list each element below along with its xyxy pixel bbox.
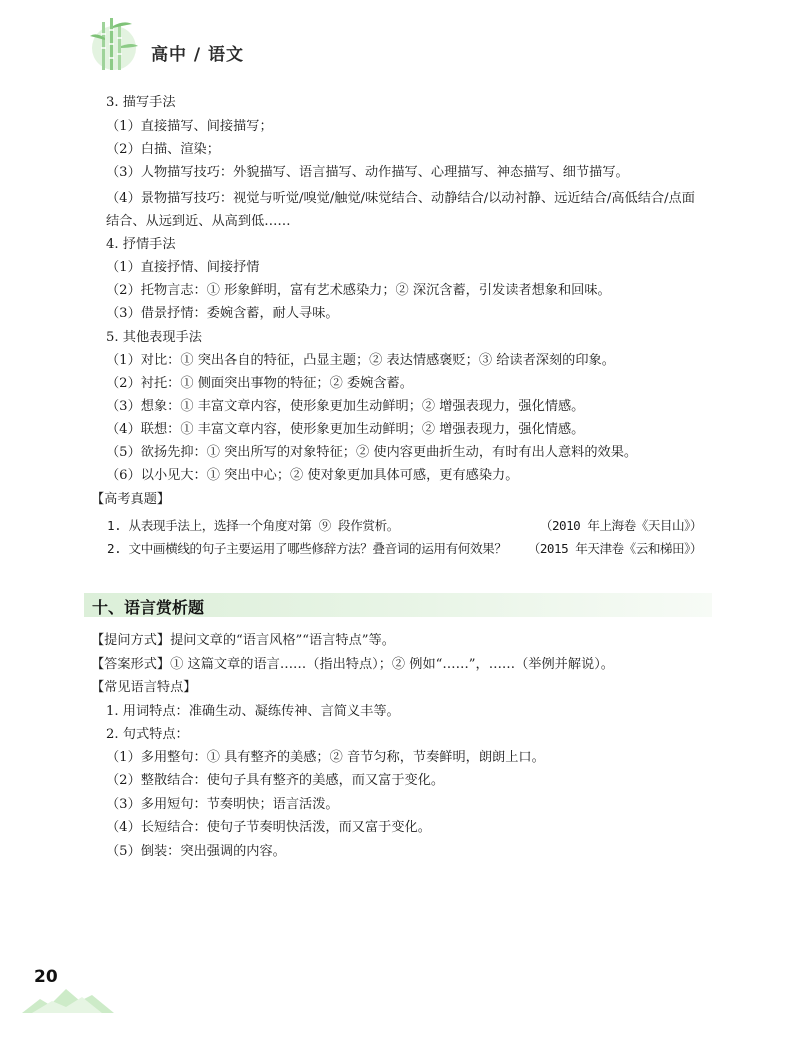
list-item: （1）直接抒情、间接抒情 bbox=[106, 260, 260, 275]
page-header bbox=[0, 0, 800, 90]
list-item: （3）多用短句：节奏明快；语言活泼。 bbox=[106, 797, 339, 812]
list-item: 1. 用词特点：准确生动、凝练传神、言简义丰等。 bbox=[106, 704, 400, 719]
list-item: （2）白描、渲染； bbox=[106, 142, 220, 157]
list-item: （1）直接描写、间接描写； bbox=[106, 119, 273, 134]
answer-format: 【答案形式】① 这篇文章的语言……（指出特点）；② 例如“……”，……（举例并解说）。 bbox=[91, 657, 614, 672]
list-item: （4）长短结合：使句子节奏明快活泼，而又富于变化。 bbox=[106, 820, 431, 835]
list-item: （6）以小见大：① 突出中心；② 使对象更加具体可感，更有感染力。 bbox=[106, 468, 519, 483]
mountain-icon bbox=[22, 985, 122, 1015]
exam-question: 1. 从表现手法上，选择一个角度对第 ⑨ 段作赏析。 bbox=[107, 518, 399, 533]
heading-describe: 3. 描写手法 bbox=[106, 95, 176, 110]
heading-lyric: 4. 抒情手法 bbox=[106, 237, 176, 252]
list-item: （1）对比：① 突出各自的特征，凸显主题；② 表达情感褒贬；③ 给读者深刻的印象。 bbox=[106, 353, 615, 368]
exam-question: 2. 文中画横线的句子主要运用了哪些修辞方法？叠音词的运用有何效果？ bbox=[107, 541, 507, 556]
exam-source: （2010 年上海卷《天目山》） bbox=[539, 518, 702, 533]
list-item: （2）托物言志：① 形象鲜明，富有艺术感染力；② 深沉含蓄，引发读者想象和回味。 bbox=[106, 283, 611, 298]
question-format: 【提问方式】提问文章的“语言风格”“语言特点”等。 bbox=[91, 633, 395, 648]
list-item: 2. 句式特点： bbox=[106, 727, 189, 742]
list-item: （4）联想：① 丰富文章内容，使形象更加生动鲜明；② 增强表现力，强化情感。 bbox=[106, 422, 585, 437]
bamboo-icon bbox=[88, 16, 144, 72]
exam-heading: 【高考真题】 bbox=[91, 492, 171, 507]
list-item: （2）衬托：① 侧面突出事物的特征；② 委婉含蓄。 bbox=[106, 376, 413, 391]
list-item: （3）想象：① 丰富文章内容，使形象更加生动鲜明；② 增强表现力，强化情感。 bbox=[106, 399, 585, 414]
header-subject: 高中 / 语文 bbox=[151, 45, 245, 65]
list-item: （1）多用整句：① 具有整齐的美感；② 音节匀称，节奏鲜明，朗朗上口。 bbox=[106, 750, 545, 765]
list-item: （3）人物描写技巧：外貌描写、语言描写、动作描写、心理描写、神态描写、细节描写。 bbox=[106, 165, 629, 180]
exam-source: （2015 年天津卷《云和梯田》） bbox=[527, 541, 702, 556]
section-title: 十、语言赏析题 bbox=[92, 598, 205, 617]
page-number: 20 bbox=[34, 967, 58, 987]
features-heading: 【常见语言特点】 bbox=[91, 680, 197, 695]
list-item: （3）借景抒情：委婉含蓄，耐人寻味。 bbox=[106, 306, 339, 321]
list-item: （2）整散结合：使句子具有整齐的美感，而又富于变化。 bbox=[106, 773, 445, 788]
list-item: （5）倒装：突出强调的内容。 bbox=[106, 844, 286, 859]
heading-other: 5. 其他表现手法 bbox=[106, 330, 202, 345]
list-item: （4）景物描写技巧：视觉与听觉/嗅觉/触觉/味觉结合、动静结合/以动衬静、远近结合/高低结合/点面结合、从远到近、从高到低…… bbox=[106, 191, 695, 229]
list-item: （5）欲扬先抑：① 突出所写的对象特征；② 使内容更曲折生动，有时有出人意料的效果。 bbox=[106, 445, 638, 460]
